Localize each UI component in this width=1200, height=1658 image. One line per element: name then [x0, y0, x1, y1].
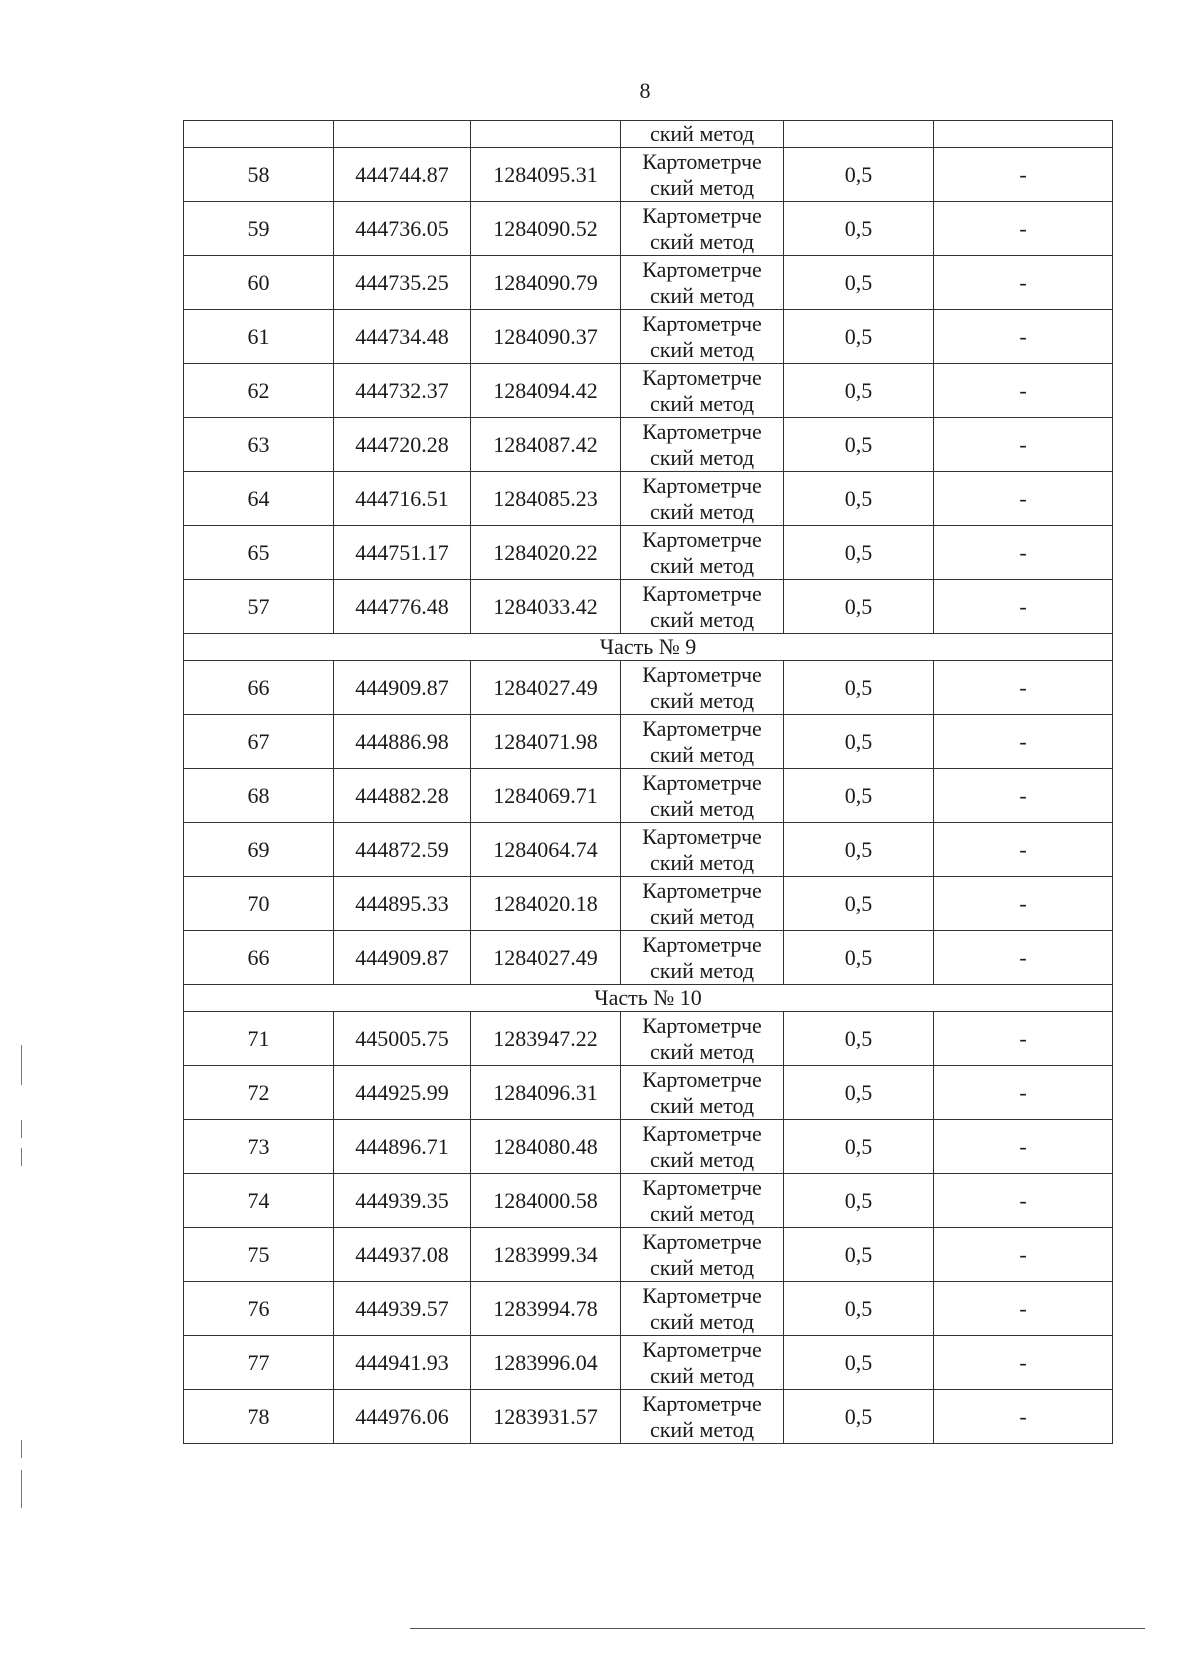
point-number-cell: 59 [184, 202, 334, 256]
y-coordinate-cell: 1284085.23 [471, 472, 621, 526]
method-line-2: ский метод [649, 498, 755, 524]
method-cell [621, 148, 784, 202]
method-line-1: Картометрче [642, 1174, 762, 1200]
method-line-1: Картометрче [642, 823, 762, 849]
point-number-cell: 69 [184, 823, 334, 877]
note-cell: - [934, 1336, 1113, 1390]
x-coordinate-cell: 444909.87 [334, 661, 471, 715]
y-coordinate-cell: 1284080.48 [471, 1120, 621, 1174]
method-line-1: Картометрче [642, 256, 762, 282]
method-cell [621, 580, 784, 634]
method-line-2: ский метод [649, 1038, 755, 1064]
accuracy-cell: 0,5 [784, 1336, 934, 1390]
y-coordinate-cell: 1284020.18 [471, 877, 621, 931]
method-line-1: Картометрче [642, 580, 762, 606]
method-line-2: ский метод [649, 444, 755, 470]
method-cell [621, 1174, 784, 1228]
scan-mark [21, 1148, 22, 1166]
table-row [184, 1012, 1113, 1066]
note-cell: - [934, 580, 1113, 634]
y-coordinate-cell: 1284020.22 [471, 526, 621, 580]
y-coordinate-cell: 1284069.71 [471, 769, 621, 823]
x-coordinate-cell: 444776.48 [334, 580, 471, 634]
table-row [184, 877, 1113, 931]
method-line-1: Картометрче [642, 418, 762, 444]
method-line-1: Картометрче [642, 1066, 762, 1092]
point-number-cell: 75 [184, 1228, 334, 1282]
table-row [184, 1390, 1113, 1444]
method-line-2: ский метод [649, 1362, 755, 1388]
note-cell: - [934, 823, 1113, 877]
method-cell [621, 1336, 784, 1390]
y-coordinate-cell: 1283999.34 [471, 1228, 621, 1282]
note-cell: - [934, 418, 1113, 472]
accuracy-cell: 0,5 [784, 1282, 934, 1336]
method-line-2: ский метод [649, 228, 755, 254]
cell-empty [784, 121, 934, 148]
table-row [184, 715, 1113, 769]
table-row [184, 364, 1113, 418]
y-coordinate-cell: 1284090.52 [471, 202, 621, 256]
cell-empty [471, 121, 621, 148]
accuracy-cell: 0,5 [784, 1228, 934, 1282]
point-number-cell: 73 [184, 1120, 334, 1174]
method-cell [621, 661, 784, 715]
point-number-cell: 78 [184, 1390, 334, 1444]
table-row [184, 1066, 1113, 1120]
note-cell: - [934, 1228, 1113, 1282]
accuracy-cell: 0,5 [784, 823, 934, 877]
y-coordinate-cell: 1284090.79 [471, 256, 621, 310]
y-coordinate-cell: 1284096.31 [471, 1066, 621, 1120]
note-cell: - [934, 1066, 1113, 1120]
method-cell [621, 1282, 784, 1336]
section-header-row [184, 634, 1113, 661]
section-title: Часть № 9 [184, 634, 1113, 661]
y-coordinate-cell: 1284027.49 [471, 661, 621, 715]
accuracy-cell: 0,5 [784, 148, 934, 202]
point-number-cell: 70 [184, 877, 334, 931]
method-line-2: ский метод [649, 282, 755, 308]
point-number-cell: 63 [184, 418, 334, 472]
y-coordinate-cell: 1283947.22 [471, 1012, 621, 1066]
accuracy-cell: 0,5 [784, 580, 934, 634]
method-line-2: ский метод [649, 903, 755, 929]
method-cell [621, 1390, 784, 1444]
x-coordinate-cell: 444732.37 [334, 364, 471, 418]
method-line-2: ский метод [649, 741, 755, 767]
note-cell: - [934, 526, 1113, 580]
note-cell: - [934, 1120, 1113, 1174]
method-line-2: ский метод [649, 1254, 755, 1280]
coordinates-table [183, 120, 1113, 1444]
method-cell [621, 1228, 784, 1282]
point-number-cell: 71 [184, 1012, 334, 1066]
point-number-cell: 64 [184, 472, 334, 526]
method-line-1: Картометрче [642, 877, 762, 903]
coordinates-table-body [184, 121, 1113, 1444]
point-number-cell: 74 [184, 1174, 334, 1228]
method-line-2: ский метод [649, 1200, 755, 1226]
method-cell [621, 769, 784, 823]
x-coordinate-cell: 444734.48 [334, 310, 471, 364]
table-row [184, 1120, 1113, 1174]
method-cell [621, 877, 784, 931]
note-cell: - [934, 1390, 1113, 1444]
point-number-cell: 61 [184, 310, 334, 364]
note-cell: - [934, 877, 1113, 931]
scan-mark [21, 1045, 22, 1085]
method-line-1: Картометрче [642, 472, 762, 498]
method-cell [621, 310, 784, 364]
table-row [184, 148, 1113, 202]
method-line-2: ский метод [649, 687, 755, 713]
section-title: Часть № 10 [184, 985, 1113, 1012]
accuracy-cell: 0,5 [784, 931, 934, 985]
accuracy-cell: 0,5 [784, 769, 934, 823]
y-coordinate-cell: 1284095.31 [471, 148, 621, 202]
method-cell [621, 202, 784, 256]
method-line-1: Картометрче [642, 1120, 762, 1146]
y-coordinate-cell: 1283994.78 [471, 1282, 621, 1336]
method-cell [621, 1120, 784, 1174]
method-line-2: ский метод [649, 1146, 755, 1172]
note-cell: - [934, 715, 1113, 769]
note-cell: - [934, 256, 1113, 310]
table-row [184, 580, 1113, 634]
x-coordinate-cell: 444720.28 [334, 418, 471, 472]
note-cell: - [934, 310, 1113, 364]
method-cell [621, 1012, 784, 1066]
x-coordinate-cell: 444735.25 [334, 256, 471, 310]
x-coordinate-cell: 444882.28 [334, 769, 471, 823]
table-row [184, 1282, 1113, 1336]
page-number: 8 [639, 78, 651, 103]
method-line-2: ский метод [649, 1092, 755, 1118]
y-coordinate-cell: 1284033.42 [471, 580, 621, 634]
point-number-cell: 67 [184, 715, 334, 769]
note-cell: - [934, 1174, 1113, 1228]
x-coordinate-cell: 444925.99 [334, 1066, 471, 1120]
y-coordinate-cell: 1283931.57 [471, 1390, 621, 1444]
method-line-1: Картометрче [642, 1390, 762, 1416]
accuracy-cell: 0,5 [784, 1174, 934, 1228]
method-cell [621, 418, 784, 472]
table-row [184, 1174, 1113, 1228]
note-cell: - [934, 364, 1113, 418]
note-cell: - [934, 769, 1113, 823]
table-row [184, 526, 1113, 580]
x-coordinate-cell: 444744.87 [334, 148, 471, 202]
accuracy-cell: 0,5 [784, 202, 934, 256]
point-number-cell: 57 [184, 580, 334, 634]
table-row [184, 823, 1113, 877]
method-line-1: Картометрче [642, 310, 762, 336]
y-coordinate-cell: 1284064.74 [471, 823, 621, 877]
method-line-1: Картометрче [642, 769, 762, 795]
method-cell [621, 526, 784, 580]
cell-empty [184, 121, 334, 148]
method-line-2: ский метод [649, 552, 755, 578]
note-cell: - [934, 202, 1113, 256]
section-header-row [184, 985, 1113, 1012]
accuracy-cell: 0,5 [784, 364, 934, 418]
point-number-cell: 66 [184, 661, 334, 715]
table-row [184, 1336, 1113, 1390]
footer-rule [410, 1628, 1145, 1629]
y-coordinate-cell: 1284094.42 [471, 364, 621, 418]
x-coordinate-cell: 444937.08 [334, 1228, 471, 1282]
continuation-row [184, 121, 1113, 148]
scan-mark [21, 1470, 22, 1508]
x-coordinate-cell: 444716.51 [334, 472, 471, 526]
method-line-1: Картометрче [642, 1012, 762, 1038]
table-row [184, 472, 1113, 526]
method-cell [621, 715, 784, 769]
point-number-cell: 62 [184, 364, 334, 418]
table-row [184, 769, 1113, 823]
x-coordinate-cell: 444941.93 [334, 1336, 471, 1390]
note-cell: - [934, 1012, 1113, 1066]
accuracy-cell: 0,5 [784, 1390, 934, 1444]
method-line-1: Картометрче [642, 661, 762, 687]
y-coordinate-cell: 1284071.98 [471, 715, 621, 769]
table-row [184, 256, 1113, 310]
y-coordinate-cell: 1284087.42 [471, 418, 621, 472]
accuracy-cell: 0,5 [784, 418, 934, 472]
method-line-2: ский метод [649, 606, 755, 632]
method-cell: ский метод [621, 121, 784, 148]
accuracy-cell: 0,5 [784, 472, 934, 526]
x-coordinate-cell: 444976.06 [334, 1390, 471, 1444]
cell-empty [934, 121, 1113, 148]
method-cell [621, 1066, 784, 1120]
table-row [184, 310, 1113, 364]
note-cell: - [934, 1282, 1113, 1336]
accuracy-cell: 0,5 [784, 1120, 934, 1174]
method-line-1: Картометрче [642, 526, 762, 552]
method-line-2: ский метод [649, 795, 755, 821]
x-coordinate-cell: 444751.17 [334, 526, 471, 580]
method-cell [621, 931, 784, 985]
table-row [184, 202, 1113, 256]
note-cell: - [934, 931, 1113, 985]
method-line-2: ский метод [649, 849, 755, 875]
cell-empty [334, 121, 471, 148]
table-row [184, 661, 1113, 715]
table-row [184, 931, 1113, 985]
method-line-2: ский метод [649, 1308, 755, 1334]
method-line-2: ский метод [649, 174, 755, 200]
y-coordinate-cell: 1283996.04 [471, 1336, 621, 1390]
method-line-1: Картометрче [642, 364, 762, 390]
method-line-1: Картометрче [642, 1282, 762, 1308]
method-cell [621, 472, 784, 526]
method-line-2: ский метод [649, 1416, 755, 1442]
x-coordinate-cell: 444872.59 [334, 823, 471, 877]
point-number-cell: 76 [184, 1282, 334, 1336]
method-line-1: Картометрче [642, 1228, 762, 1254]
y-coordinate-cell: 1284027.49 [471, 931, 621, 985]
method-line-2: ский метод [649, 336, 755, 362]
note-cell: - [934, 472, 1113, 526]
point-number-cell: 58 [184, 148, 334, 202]
method-line-1: Картометрче [642, 715, 762, 741]
note-cell: - [934, 148, 1113, 202]
point-number-cell: 60 [184, 256, 334, 310]
method-cell [621, 256, 784, 310]
accuracy-cell: 0,5 [784, 256, 934, 310]
x-coordinate-cell: 444939.57 [334, 1282, 471, 1336]
x-coordinate-cell: 444736.05 [334, 202, 471, 256]
accuracy-cell: 0,5 [784, 1066, 934, 1120]
method-line-2: ский метод [649, 390, 755, 416]
accuracy-cell: 0,5 [784, 877, 934, 931]
point-number-cell: 77 [184, 1336, 334, 1390]
accuracy-cell: 0,5 [784, 661, 934, 715]
point-number-cell: 65 [184, 526, 334, 580]
accuracy-cell: 0,5 [784, 715, 934, 769]
table-row [184, 418, 1113, 472]
note-cell: - [934, 661, 1113, 715]
point-number-cell: 72 [184, 1066, 334, 1120]
method-line-1: Картометрче [642, 1336, 762, 1362]
method-cell [621, 364, 784, 418]
method-line-1: Картометрче [642, 202, 762, 228]
x-coordinate-cell: 444886.98 [334, 715, 471, 769]
accuracy-cell: 0,5 [784, 1012, 934, 1066]
y-coordinate-cell: 1284090.37 [471, 310, 621, 364]
x-coordinate-cell: 444909.87 [334, 931, 471, 985]
method-cell [621, 823, 784, 877]
x-coordinate-cell: 444939.35 [334, 1174, 471, 1228]
y-coordinate-cell: 1284000.58 [471, 1174, 621, 1228]
method-line-2: ский метод [649, 957, 755, 983]
point-number-cell: 66 [184, 931, 334, 985]
x-coordinate-cell: 445005.75 [334, 1012, 471, 1066]
x-coordinate-cell: 444895.33 [334, 877, 471, 931]
x-coordinate-cell: 444896.71 [334, 1120, 471, 1174]
method-line-1: Картометрче [642, 148, 762, 174]
scan-mark [21, 1120, 22, 1138]
accuracy-cell: 0,5 [784, 526, 934, 580]
method-line-1: Картометрче [642, 931, 762, 957]
table-row [184, 1228, 1113, 1282]
accuracy-cell: 0,5 [784, 310, 934, 364]
point-number-cell: 68 [184, 769, 334, 823]
scan-mark [21, 1440, 22, 1458]
